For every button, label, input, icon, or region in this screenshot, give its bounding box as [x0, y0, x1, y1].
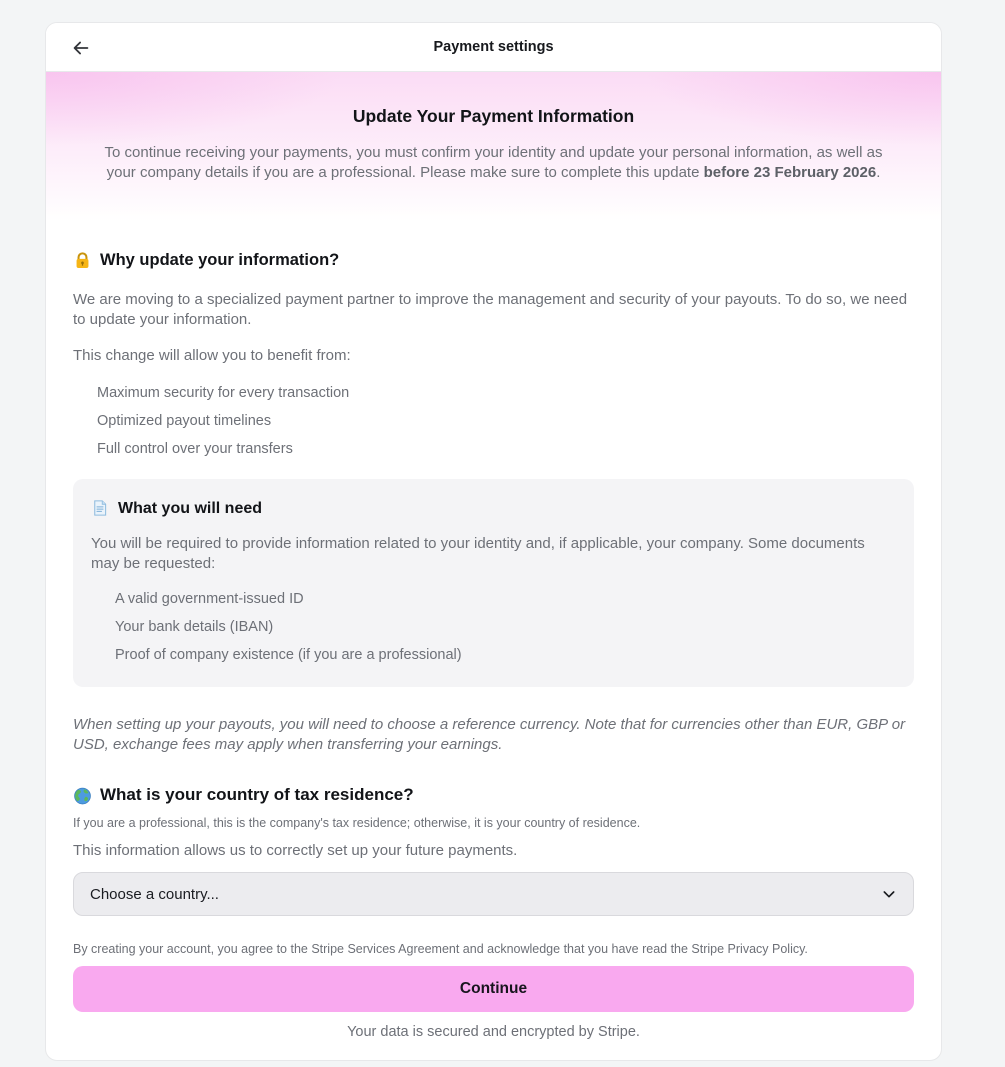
why-update-paragraph: We are moving to a specialized payment partner to improve the management and security of your payouts. To do so, we need to update your information.: [73, 291, 908, 328]
page-title: Payment settings: [433, 39, 554, 55]
back-button[interactable]: [64, 31, 98, 65]
tax-residence-title: What is your country of tax residence?: [100, 785, 414, 804]
list-item: Maximum security for every transaction: [97, 385, 350, 401]
benefits-list: [73, 386, 914, 457]
tax-residence-heading: [73, 785, 914, 805]
payment-settings-card: [45, 22, 942, 1061]
hero-title: Update Your Payment Information: [352, 106, 635, 126]
why-update-title: Why update your information?: [100, 251, 340, 269]
hero-banner: [46, 72, 941, 221]
list-item: A valid government-issued ID: [115, 591, 304, 607]
what-you-need-box: [73, 479, 914, 687]
continue-button[interactable]: Continue: [73, 966, 914, 1012]
tax-residence-description: This information allows us to correctly set up your future payments.: [73, 842, 518, 859]
legal-text: By creating your account, you agree to the Stripe Services Agreement and acknowledge that you have read the Stripe Privacy Policy.: [73, 942, 808, 956]
globe-icon: [73, 786, 92, 805]
arrow-left-icon: [70, 37, 92, 59]
document-icon: [91, 499, 110, 518]
hero-subtitle: [91, 143, 896, 183]
list-item: Proof of company existence (if you are a professional): [115, 647, 462, 663]
currency-note: When setting up your payouts, you will need to choose a reference currency. Note that for currencies other than EUR, GBP or USD, exchange fees may apply when transferring your earnings.: [73, 716, 906, 753]
security-note: Your data is secured and encrypted by Stripe.: [347, 1024, 640, 1040]
country-select-value: Choose a country...: [90, 885, 219, 903]
tax-residence-section: [73, 785, 914, 916]
hero-subtitle-text: To continue receiving your payments, you must confirm your identity and update your personal information, as well as your company details if you are a professional. Please make sure to complete this update: [104, 144, 883, 181]
country-select[interactable]: [73, 872, 914, 916]
hero-deadline: before 23 February 2026: [703, 164, 877, 181]
main-content: [46, 221, 941, 1060]
why-update-section: [73, 251, 914, 457]
what-you-need-paragraph: You will be required to provide information related to your identity and, if applicable, your company. Some documents may be requested:: [91, 535, 865, 572]
why-update-heading: [73, 251, 914, 270]
lock-icon: [73, 251, 92, 270]
what-you-need-heading: [91, 499, 896, 518]
top-bar: [46, 23, 941, 72]
benefits-intro: This change will allow you to benefit from:: [73, 347, 351, 364]
list-item: Optimized payout timelines: [97, 413, 272, 429]
documents-list: [91, 592, 896, 663]
what-you-need-title: What you will need: [118, 499, 263, 517]
chevron-down-icon: [881, 886, 897, 902]
list-item: Full control over your transfers: [97, 441, 293, 457]
tax-residence-hint: If you are a professional, this is the company's tax residence; otherwise, it is your country of residence.: [73, 816, 641, 830]
list-item: Your bank details (IBAN): [115, 619, 274, 635]
hero-subtitle-period: .: [876, 164, 881, 181]
